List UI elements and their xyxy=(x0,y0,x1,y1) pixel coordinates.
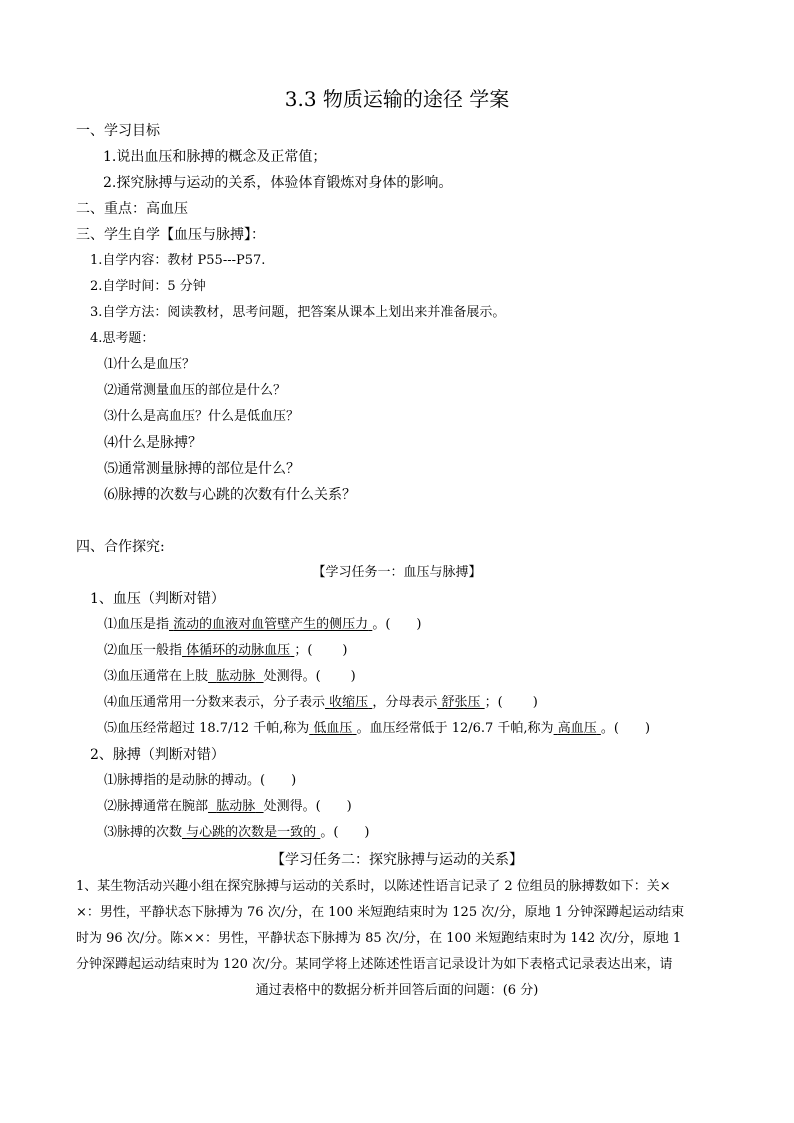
questions-label: 4.思考题： xyxy=(90,331,155,346)
item-text: 。( xyxy=(372,617,391,632)
answer-text: 低血压 xyxy=(313,721,353,736)
item-text: ) xyxy=(342,643,348,658)
answer-text: 收缩压 xyxy=(329,695,369,710)
item-text: ⑵脉搏通常在腕部 xyxy=(104,799,209,814)
question-item: ⑵通常测量血压的部位是什么？ xyxy=(104,383,287,398)
paragraph-line: 通过表格中的数据分析并回答后面的问题：(6 分) xyxy=(255,983,539,998)
objective-item: 1.说出血压和脉搏的概念及正常值； xyxy=(103,149,327,165)
question-item: ⑶什么是高血压？什么是低血压？ xyxy=(104,409,300,424)
item-text: ) xyxy=(416,617,422,632)
item-text: ⑸血压经常超过 18.7/12 千帕,称为 xyxy=(104,721,310,736)
answer-underline xyxy=(182,825,320,840)
item-text: ；( xyxy=(484,695,503,710)
item-text: ⑶血压通常在上肢 xyxy=(104,669,209,684)
answer-text: 舒张压 xyxy=(441,695,481,710)
answer-underline xyxy=(325,695,372,710)
item-text: ) xyxy=(291,773,297,788)
item-text: ) xyxy=(532,695,538,710)
item-text: 处测得。( xyxy=(263,669,321,684)
answer-underline xyxy=(169,617,372,632)
item-text: ，分母表示 xyxy=(372,695,438,710)
page-title: 3.3 物质运输的途径 学案 xyxy=(284,87,510,111)
item-text: 处测得。( xyxy=(263,799,321,814)
selfstudy-method: 3.自学方法：阅读教材，思考问题，把答案从课本上划出来并准备展示。 xyxy=(90,305,506,320)
item-text: ) xyxy=(346,799,352,814)
answer-underline xyxy=(208,799,264,814)
item-text: ⑶脉搏的次数 xyxy=(104,825,183,840)
answer-underline xyxy=(554,721,601,736)
selfstudy-time: 2.自学时间：5 分钟 xyxy=(90,279,206,294)
item-text: ⑷血压通常用一分数来表示，分子表示 xyxy=(104,695,326,710)
objective-item: 2.探究脉搏与运动的关系，体验体育锻炼对身体的影响。 xyxy=(103,175,453,191)
bp-item-4 xyxy=(104,694,538,712)
item-text: ⑵血压一般指 xyxy=(104,643,183,658)
pulse-item-3 xyxy=(104,824,369,842)
answer-text: 流动的血液对血管壁产生的侧压力 xyxy=(173,617,369,632)
pulse-item-1 xyxy=(104,772,296,790)
answer-text: 肱动脉 xyxy=(216,799,256,814)
section-heading-keypoint: 二、重点：高血压 xyxy=(76,201,188,217)
item-text: 。( xyxy=(320,825,339,840)
pulse-item-2 xyxy=(104,798,352,816)
bp-heading: 1、血压（判断对错） xyxy=(90,591,225,607)
question-item: ⑴什么是血压？ xyxy=(104,357,196,372)
bp-item-5 xyxy=(104,720,650,738)
bp-item-2 xyxy=(104,642,347,660)
answer-underline xyxy=(208,669,264,684)
answer-underline xyxy=(437,695,484,710)
paragraph-line: 时为 96 次/分。陈××：男性，平静状态下脉搏为 85 次/分，在 100 米短跑结束时为 142 次/分，原地 1 xyxy=(76,931,682,946)
section-heading-selfstudy: 三、学生自学【血压与脉搏】： xyxy=(76,227,265,243)
item-text: 。血压经常低于 12/6.7 千帕,称为 xyxy=(356,721,554,736)
task1-title: 【学习任务一：血压与脉搏】 xyxy=(312,565,482,580)
question-item: ⑷什么是脉搏？ xyxy=(104,435,202,451)
task2-title: 【学习任务二：探究脉搏与运动的关系】 xyxy=(271,852,523,868)
selfstudy-content: 1.自学内容：教材 P55---P57. xyxy=(90,253,266,268)
answer-text: 高血压 xyxy=(557,721,597,736)
answer-text: 与心跳的次数是一致的 xyxy=(186,825,317,840)
item-text: ) xyxy=(350,669,356,684)
bp-item-3 xyxy=(104,668,356,686)
paragraph-line: ×：男性，平静状态下脉搏为 76 次/分，在 100 米短跑结束时为 125 次/分，原地 1 分钟深蹲起运动结束 xyxy=(76,905,685,920)
paragraph-line: 1、某生物活动兴趣小组在探究脉搏与运动的关系时，以陈述性语言记录了 2 位组员的脉搏数如下：关× xyxy=(76,879,671,894)
question-item: ⑹脉搏的次数与心跳的次数有什么关系？ xyxy=(104,487,356,503)
item-text: ) xyxy=(364,825,370,840)
section-heading-cooperative: 四、合作探究: xyxy=(76,539,165,555)
answer-text: 体循环的动脉血压 xyxy=(186,643,291,658)
pulse-heading: 2、脉搏（判断对错） xyxy=(90,747,225,763)
question-item: ⑸通常测量脉搏的部位是什么？ xyxy=(104,461,300,477)
answer-text: 肱动脉 xyxy=(216,669,256,684)
answer-underline xyxy=(309,721,356,736)
item-text: ⑴血压是指 xyxy=(104,617,170,632)
item-text: ⑴脉搏指的是动脉的搏动。( xyxy=(104,773,266,788)
bp-item-1 xyxy=(104,616,421,634)
item-text: ；( xyxy=(294,643,313,658)
section-heading-objectives: 一、学习目标 xyxy=(76,123,160,139)
item-text: ) xyxy=(644,721,651,736)
paragraph-line: 分钟深蹲起运动结束时为 120 次/分。某同学将上述陈述性语言记录设计为如下表格式记录表达出来，请 xyxy=(76,957,673,972)
answer-underline xyxy=(182,643,294,658)
item-text: 。( xyxy=(600,721,619,736)
